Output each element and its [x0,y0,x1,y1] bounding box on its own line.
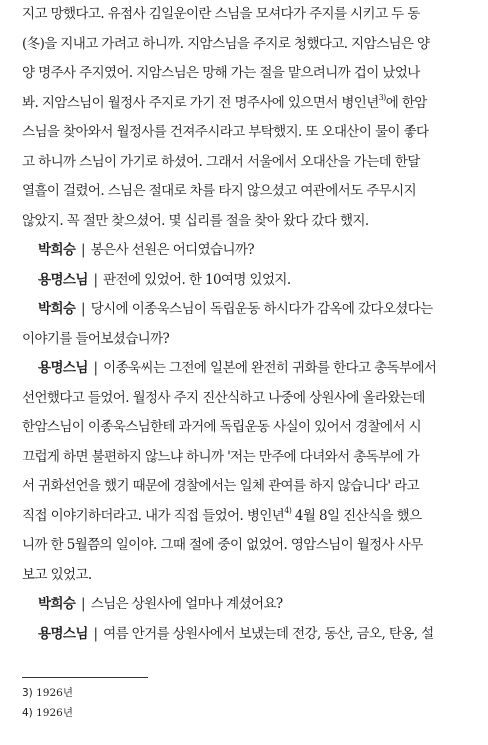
text-segment: 에 한암 [385,94,427,111]
dialogue-line [22,620,468,650]
footnote [22,683,222,703]
dialogue-line [22,590,468,620]
dialogue-text: 당시에 이종욱스님이 독립운동 하시다가 감옥에 갔다오셨다는 [90,301,433,317]
speaker-name: 용명스님 [38,360,88,376]
text-line: 서 귀화선언을 했기 때문에 경찰에서는 일체 관여를 하지 않습니다' 라고 [22,478,420,494]
dialogue-text: 봉은사 선원은 어디였습니까? [90,242,254,258]
footnote-text: 1926년 [36,707,73,719]
text-line: 양 명주사 주지였어. 지암스님은 망해 가는 절을 맡으려니까 겁이 났었나 [22,65,420,81]
text-segment: 4월 8일 진산식을 했으 [291,507,422,524]
dialogue-text: 이종욱씨는 그전에 일본에 완전히 귀화를 한다고 총독부에서 [103,360,437,376]
footnote-text: 1926년 [36,687,73,699]
speaker-name: 박희승 [38,242,76,258]
body-text [22,0,468,649]
speaker-name: 박희승 [38,596,76,612]
speaker-name: 박희승 [38,301,76,317]
speaker-separator: | [93,625,98,642]
text-line: 한암스님이 이종욱스님한테 과거에 독립운동 사실이 있어서 경찰에서 시 [22,419,422,435]
text-line [22,502,468,532]
text-line [22,89,468,119]
text-line: 스님을 찾아와서 월정사를 건져주시라고 부탁했지. 또 오대산이 물이 좋다 [22,124,429,140]
text-line: 않았지. 꼭 절만 찾으셨어. 몇 십리를 절을 찾아 왔다 갔다 했지. [22,212,369,229]
text-segment: 직접 이야기하더라고. 내가 직접 들었어. 병인년 [22,507,285,524]
text-line: 열흘이 걸렸어. 스님은 절대로 차를 타지 않으셨고 여관에서도 주무시지 [22,183,417,199]
speaker-separator: | [93,271,98,288]
footnote-number: 3) [22,687,33,699]
text-line: 고 하니까 스님이 가기로 하셨어. 그래서 서울에서 오대산을 가는데 한달 [22,153,420,170]
footnotes [22,683,222,723]
dialogue-text: 판전에 있었어. 한 10여명 있었지. [103,271,291,288]
dialogue-text: 여름 안거를 상원사에서 보냈는데 전강, 동산, 금오, 탄옹, 설 [103,625,434,642]
dialogue-line [22,295,468,325]
footnote-divider [22,677,148,678]
speaker-name: 용명스님 [38,625,88,642]
dialogue-text: 스님은 상원사에 얼마나 계셨어요? [90,596,283,612]
footnote [22,703,222,723]
speaker-separator: | [81,596,85,612]
footnote-number: 4) [22,707,33,719]
speaker-separator: | [81,242,85,258]
text-line: 이야기를 들어보셨습니까? [22,330,170,347]
text-line: 지고 망했다고. 유점사 김일운이란 스님을 모셔다가 주지를 시키고 두 동 [22,6,420,22]
dialogue-line [22,236,468,266]
text-line: (冬)을 지내고 가려고 하니까. 지암스님을 주지로 청했다고. 지암스님은 양 [22,35,430,52]
dialogue-line [22,266,468,296]
speaker-separator: | [93,360,98,376]
text-line: 보고 있었고. [22,566,92,583]
speaker-name: 용명스님 [38,271,88,288]
speaker-separator: | [81,301,85,317]
text-line: 니까 한 5월쯤의 일이야. 그때 절에 중이 없었어. 영암스님이 월정사 사무 [22,537,423,553]
footnote-ref-3: 3) [378,93,386,102]
text-line: 선언했다고 들었어. 월정사 주지 진산식하고 나중에 상원사에 올라왔는데 [22,389,425,406]
text-line: 끄럽게 하면 불편하지 않느냐 하니까 '저는 만주에 다녀와서 총독부에 가 [22,448,420,465]
dialogue-line [22,354,468,384]
text-segment: 봐. 지암스님이 월정사 주지로 가기 전 명주사에 있으면서 병인년 [22,94,379,111]
footnote-ref-4: 4) [284,506,292,515]
